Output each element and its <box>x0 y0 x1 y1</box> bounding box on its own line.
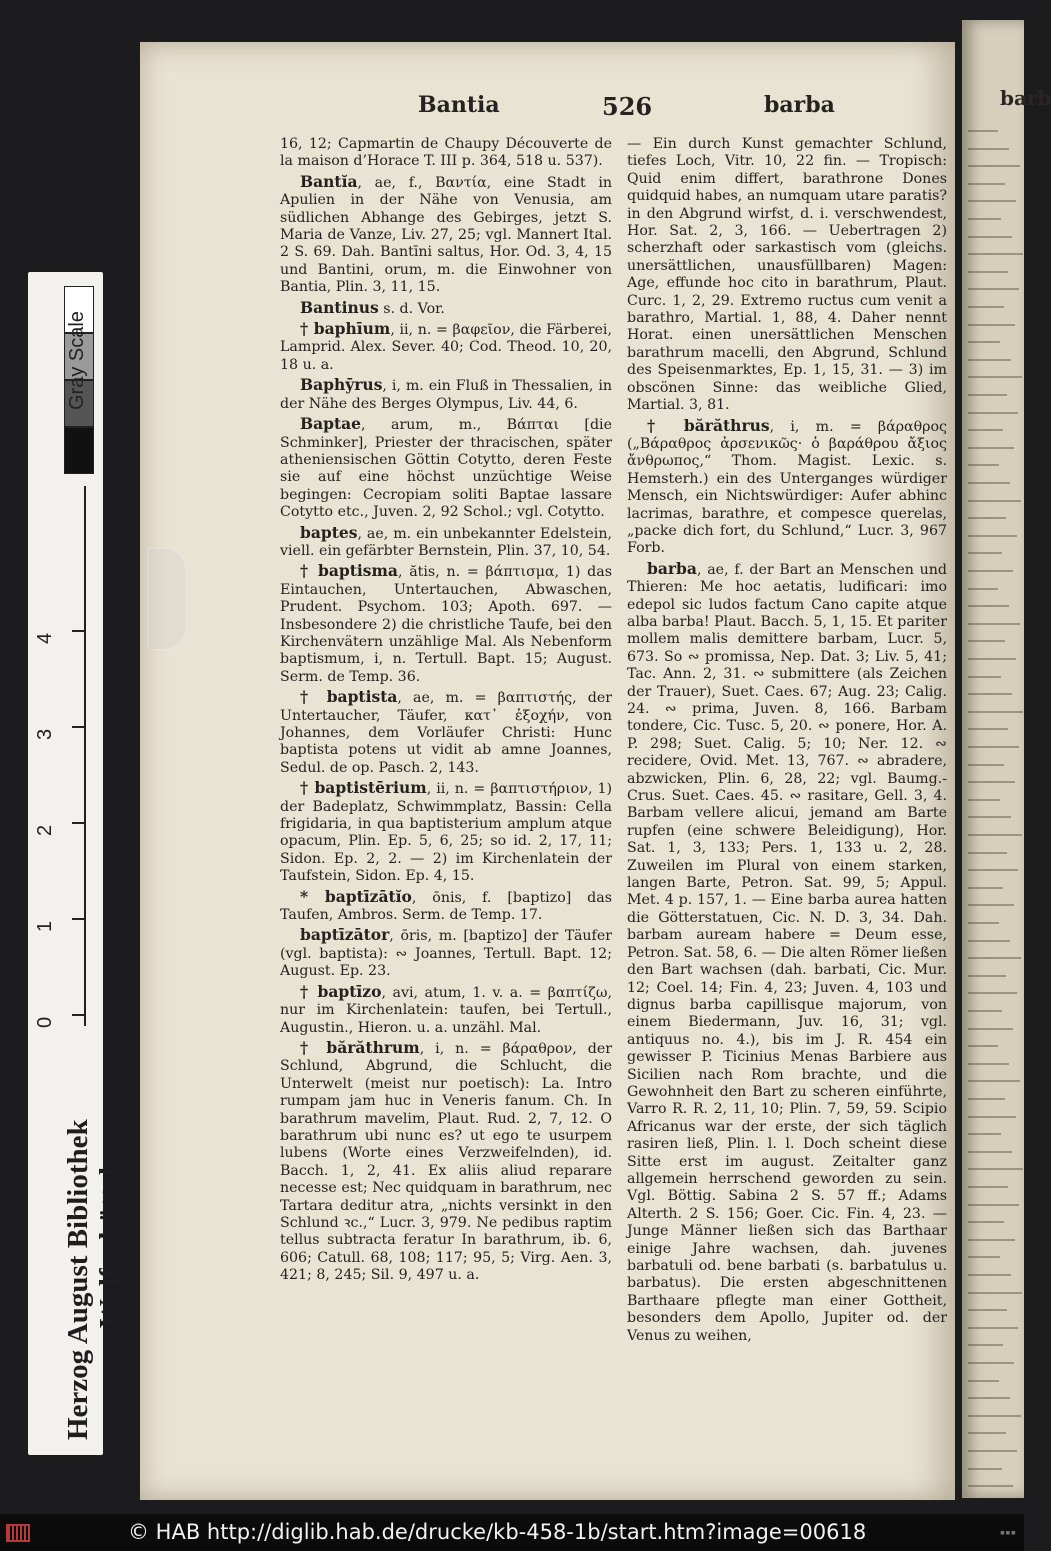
scale-tick <box>72 726 86 728</box>
adjacent-text-line <box>968 552 1002 554</box>
entry-headword: baptes <box>300 522 358 542</box>
adjacent-text-line <box>968 992 1017 994</box>
adjacent-text-line <box>968 588 998 590</box>
adjacent-text-line <box>968 1415 1021 1417</box>
dictionary-entry <box>627 560 947 1345</box>
scale-number: 4 <box>34 632 56 644</box>
adjacent-text-line <box>968 1362 1014 1364</box>
right-column <box>627 136 947 1347</box>
entry-text: 16, 12; Capmartin de Chaupy Découverte de la maison d’Horace T. III p. 364, 518 u. 537). <box>280 136 612 170</box>
adjacent-text-line <box>968 693 1012 695</box>
adjacent-text-line <box>968 183 1005 185</box>
adjacent-text-line <box>968 764 1004 766</box>
adjacent-text-line <box>968 570 1013 572</box>
entry-headword: Baptae <box>300 414 362 434</box>
adjacent-text-line <box>968 887 1003 889</box>
adjacent-text-line <box>968 640 1005 642</box>
dictionary-entry <box>627 417 947 558</box>
dictionary-entry <box>280 1039 612 1285</box>
adjacent-text-line <box>968 1344 1003 1346</box>
adjacent-text-line <box>968 1098 1005 1100</box>
footer-bar <box>0 1514 1024 1551</box>
entry-text: , ătis, n. = βάπτισμα, 1) das Eintauchen, Untertauchen, Abwaschen, Prudent. Psychom. 103; Apoth. 697. — Insbesondere 2) die christliche Taufe, bei den Kirchenvätern unzählige Mal. Als Nebenform baptismum, i, n. Tertull. Bapt. 15; August. Serm. de Temp. 36. <box>280 564 612 685</box>
left-column <box>280 136 612 1287</box>
dictionary-entry <box>280 926 612 980</box>
adjacent-text-line <box>968 1239 1015 1241</box>
adjacent-text-line <box>968 447 1014 449</box>
entry-headword: baptīzātor <box>300 925 390 945</box>
adjacent-text-line <box>968 1397 1010 1399</box>
scale-number: 2 <box>34 824 56 836</box>
entry-headword: † baptistērium <box>300 778 427 798</box>
scale-number: 0 <box>34 1016 56 1028</box>
entry-text: , i, n. = βάραθρον, der Schlund, Abgrund, die Schlucht, die Unterwelt (meist nur poetisch): La. Intro rumpam jam huc in Veneris fanum. Ch. In barathrum mavelim, Plaut. Rud. 2, 7, 12. O barathrum ubi nunc es? ut ego te usurpem lubens (Worte eines Verzweifelnden), id. Bacch. 1, 2, 41. Ex aliis aliud reparare necesse est; Nec quidquam in barathrum, nec Tartara deditur atra, „nichts versinkt in den Schlund ꝛc.,“ Lucr. 3, 979. Ne pedibus raptim tellus subtracta feratur In barathrum, ib. 6, 606; Catull. 68, 108; 117; 95, 5; Virg. Aen. 3, 421; 8, 245; Sil. 9, 497 u. a. <box>280 1040 613 1284</box>
entry-headword: † baptista <box>300 687 398 707</box>
adjacent-text-line <box>968 1151 1012 1153</box>
footer-mark: ▪▪▪ <box>999 1528 1016 1538</box>
scale-tick <box>72 822 86 824</box>
library-city: Wolfenbüttel <box>94 1166 126 1328</box>
adjacent-page-edge <box>962 20 1051 1498</box>
adjacent-text-line <box>968 1432 1006 1434</box>
scale-tick <box>72 630 86 632</box>
entry-headword: † baphīum <box>300 319 391 339</box>
library-name: Herzog August Bibliothek <box>62 1119 94 1440</box>
dictionary-entry <box>280 524 612 561</box>
entry-text: , arum, m., Βάπται [die Schminker], Priester der thracischen, später atheniensischen Göttin Cotytto, deren Feste sie auf eine höchst unzüchtige Weise begingen: Cecropiam soliti Baptae lassare Cotytto etc., Juven. 2, 92 Schol.; vgl. Cotytto. <box>280 417 612 521</box>
dictionary-entry <box>280 376 612 413</box>
adjacent-text-line <box>968 1485 1013 1487</box>
adjacent-text-line <box>968 1292 1022 1294</box>
scale-number: 1 <box>34 920 56 932</box>
entry-headword: † baptisma <box>300 561 398 581</box>
adjacent-text-line <box>968 394 1007 396</box>
adjacent-text-line <box>968 1327 1018 1329</box>
dictionary-entry <box>280 320 612 374</box>
header-right-word: barba <box>764 92 835 118</box>
adjacent-text-line <box>968 535 1017 537</box>
adjacent-text-line <box>968 676 1001 678</box>
entry-headword: † bărăthrus <box>647 415 770 435</box>
adjacent-text-line <box>968 869 1018 871</box>
header-left-word: Bantia <box>418 92 500 118</box>
dictionary-entry <box>280 415 612 521</box>
entry-text: , i, m. = βάραθρος („Βάραθρος ἀρσενικῶς· ὁ βαράθρου ἄξιος ἄνθρωπος,“ Thom. Magist. Lexic. s. Hemsterh.) ein des Unterganges würdiger Mensch, ein Nichtswürdiger: Aufer abhinc lacrimas, barathre, et compesce querelas, „packe dich fort, du Schlund,“ Lucr. 3, 967 Forb. <box>627 418 948 557</box>
adjacent-text-line <box>968 429 1003 431</box>
adjacent-text-line <box>968 1168 1023 1170</box>
adjacent-text-line <box>968 1028 1013 1030</box>
entry-headword: † baptīzo <box>300 981 382 1001</box>
adjacent-text-line <box>968 253 1023 255</box>
entry-text: , ae, m. = βαπτιστής, der Untertaucher, Täufer, κατ᾽ ἐξοχήν, von Johannes, dem Vorläufer Christi: Hunc baptista potens ut vidit ab amne Joannes, Sedul. de op. Pasch. 2, 143. <box>280 690 612 776</box>
adjacent-text-line <box>968 658 1016 660</box>
entry-text: , ae, f., Βαντία, eine Stadt in Apulien in der Nähe von Venusia, am südlichen Abhange des Gebirges, jetzt S. Maria de Vanze, Liv. 27, 25; vgl. Mannert Ital. 2 S. 69. Dah. Bantīni saltus, Hor. Od. 3, 4, 15 und Bantini, orum, m. die Einwohner von Bantia, Plin. 3, 11, 15. <box>280 174 612 296</box>
entry-text: , ae, f. der Bart an Menschen und Thieren: Me hoc aetatis, ludificari: imo edepol sic ludos factum Cano capite atque alba barba! Plaut. Bacch. 5, 1, 15. Et pariter mollem malis demittere barbam, Lucr. 5, 673. So ∾ promissa, Nep. Dat. 3; Liv. 5, 41; Tac. Ann. 2, 31. ∾ submittere (als Zeichen der Trauer), Suet. Caes. 67; Aug. 23; Calig. 24. ∾ prima, Juven. 8, 166. Barbam tondere, Cic. Tusc. 5, 20. ∾ ponere, Hor. A. P. 298; Suet. Calig. 5; 10; Ner. 12. ∾ recidere, Ovid. Met. 13, 767. ∾ abradere, abzwicken, Plin. 6, 28, 22; vgl. Baumg.-Crus. Suet. Caes. 45. ∾ rasitare, Gell. 3, 4. Barbam vellere alicui, jemand am Barte rupfen (eine schwere Beleidigung), Hor. Sat. 1, 3, 133; Pers. 1, 133 u. 2, 28. Zuweilen im Plural von einem starken, langen Barte, Petron. Sat. 99, 5; Appul. Met. 4 p. 157, 1. — Eine barba aurea hatten die Götterstatuen, Cic. N. D. 3, 34. Dah. barbam auream habere = Deum esse, Petron. Sat. 58, 6. — Die alten Römer ließen den Bart wachsen (dah. barbati, Cic. Mur. 12; Coel. 14; Fin. 4, 23; Juven. 4, 103 und dignus barba capillisque majorum, von einem Biedermann, Juv. 16, 31; vgl. antiquus no. 4.), bis im J. R. 454 ein gewisser P. Ticinius Menas Barbiere aus Sicilien nach Rom brachte, und die Gewohnheit den Bart zu scheren einführte, Varro R. R. 2, 11, 10; Plin. 7, 59, 59. Scipio Africanus war der erste, der sich täglich rasiren ließ, Plin. l. l. Doch scheint diese Sitte erst im august. Zeitalter ganz allgemein herrschend geworden zu sein. Vgl. Böttig. Sabina 2 S. 57 ff.; Adams Alterth. 2 S. 156; Goer. Cic. Fin. 4, 23. — Junge Männer ließen sich das Barthaar einige Jahre wachsen, dah. juvenes barbatuli od. bene barbati (s. barbatulus u. barbatus). Die ersten abgeschnittenen Barthaare pflegte man einer Gottheit, besonders dem Apollo, Jupiter od. der Venus zu weihen, <box>627 561 947 1344</box>
adjacent-text-line <box>968 218 1001 220</box>
adjacent-text-line <box>968 412 1018 414</box>
entry-headword: † bărăthrum <box>300 1037 420 1057</box>
dictionary-entry <box>280 299 612 318</box>
adjacent-text-line <box>968 464 999 466</box>
footer-copyright-link[interactable]: © HAB http://diglib.hab.de/drucke/kb-458-1b/start.htm?image=00618 <box>128 1520 867 1544</box>
adjacent-text-line <box>968 376 1022 378</box>
next-page-header: barb <box>1000 86 1051 110</box>
adjacent-text-line <box>968 728 1008 730</box>
dictionary-entry <box>280 136 612 171</box>
entry-text: , ii, n. = βαφεῖον, die Färberei, Lamprid. Alex. Sever. 40; Cod. Theod. 10, 20, 18 u. a. <box>280 322 612 373</box>
entry-text: s. d. Vor. <box>378 300 445 317</box>
adjacent-text-line <box>968 1080 1020 1082</box>
entry-headword: Bantinus <box>300 297 379 317</box>
adjacent-text-line <box>968 922 999 924</box>
adjacent-text-line <box>968 236 1012 238</box>
scale-tick <box>72 1014 86 1016</box>
entry-text: , ōris, m. [baptizo] der Täufer (vgl. baptista): ∾ Joannes, Tertull. Bapt. 12; August. Ep. 23. <box>280 928 612 980</box>
adjacent-text-line <box>968 1045 998 1047</box>
adjacent-text-line <box>968 1450 1017 1452</box>
adjacent-text-line <box>968 746 1019 748</box>
adjacent-text-line <box>968 1274 1011 1276</box>
entry-headword: barba <box>647 558 697 578</box>
adjacent-text-line <box>968 200 1016 202</box>
adjacent-text-line <box>968 1221 1004 1223</box>
adjacent-text-line <box>968 341 1000 343</box>
adjacent-text-line <box>968 165 1020 167</box>
scale-ruler <box>84 486 86 1026</box>
adjacent-text-line <box>968 904 1014 906</box>
adjacent-text-line <box>968 781 1015 783</box>
adjacent-text-line <box>968 517 1006 519</box>
adjacent-text-line <box>968 324 1015 326</box>
dictionary-entry <box>627 136 947 415</box>
adjacent-text-line <box>968 623 1020 625</box>
adjacent-text-line <box>968 271 1008 273</box>
page-clip <box>148 548 186 650</box>
dictionary-entry <box>280 983 612 1037</box>
dictionary-entry <box>280 888 612 925</box>
adjacent-text-line <box>968 816 1011 818</box>
adjacent-text-line <box>968 482 1010 484</box>
entry-headword: * baptīzātĭo <box>300 886 412 906</box>
adjacent-text-line <box>968 852 1007 854</box>
entry-text: , avi, atum, 1. v. a. = βαπτίζω, nur im Kirchenlatein: taufen, bei Tertull., Augustin., Hieron. u. a. unzähl. Mal. <box>280 984 612 1036</box>
adjacent-text-line <box>968 288 1019 290</box>
page-number: 526 <box>602 92 653 121</box>
adjacent-text-line <box>968 359 1011 361</box>
adjacent-text-line <box>968 711 1023 713</box>
adjacent-text-line <box>968 130 998 132</box>
gray-scale-card <box>28 272 126 1455</box>
adjacent-text-line <box>968 148 1009 150</box>
adjacent-text-line <box>968 1204 1019 1206</box>
adjacent-text-line <box>968 500 1021 502</box>
adjacent-text-line <box>968 1468 1002 1470</box>
adjacent-text-line <box>968 957 1021 959</box>
entry-headword: Bantĭa <box>300 171 358 191</box>
adjacent-text-line <box>968 799 1000 801</box>
dictionary-entry <box>280 779 612 885</box>
entry-text: — Ein durch Kunst gemachter Schlund, tiefes Loch, Vitr. 10, 22 fin. — Tropisch: Quid enim differt, barathrone Dones quidquid habes, an numquam utare paratis? in den Abgrund wirfst, d. i. verschwendest, Hor. Sat. 2, 3, 166. — Uebertragen 2) scherzhaft oder sarkastisch vom (gleichs. unersättlichen, unausfüllbaren) Magen: Age, effunde hoc cito in barathrum, Plaut. Curc. 1, 2, 29. Extremo ructus cum venit a barathro, Martial. 1, 88, 4. Daher nennt Horat. einen unersättlichen Menschen barathrum macelli, den Abgrund, Schlund des Speisenmarktes, Ep. 1, 15, 31. — 3) im obscönen Sinne: das weibliche Glied, Martial. 3, 81. <box>627 136 947 414</box>
adjacent-text-line <box>968 1010 1002 1012</box>
adjacent-text-line <box>968 1256 1000 1258</box>
entry-text: , ōnis, f. [baptizo] das Taufen, Ambros. Serm. de Temp. 17. <box>280 889 612 924</box>
dictionary-entry <box>280 688 612 777</box>
entry-text: , ii, n. = βαπτιστήριον, 1) der Badeplatz, Schwimmplatz, Bassin: Cella frigidaria, in qua baptisterium amplum atque opacum, Plin. Ep. 5, 6, 25; so id. 2, 17, 11; Sidon. Ep. 2, 2. — 2) im Kirchenlatein der Taufstein, Sidon. Ep. 4, 15. <box>280 781 613 885</box>
dictionary-entry <box>280 173 612 297</box>
adjacent-text-line <box>968 975 1006 977</box>
adjacent-text-line <box>968 940 1010 942</box>
adjacent-text-line <box>968 306 1004 308</box>
entry-headword: Baphȳrus <box>300 375 383 395</box>
adjacent-text-line <box>968 834 1022 836</box>
entry-text: , ae, m. ein unbekannter Edelstein, viell. ein gefärbter Bernstein, Plin. 37, 10, 54. <box>280 525 612 559</box>
adjacent-text-line <box>968 605 1009 607</box>
adjacent-text-line <box>968 1133 1001 1135</box>
adjacent-text-line <box>968 1309 1007 1311</box>
adjacent-text-line <box>968 1063 1009 1065</box>
hab-logo-icon <box>6 1524 30 1542</box>
entry-text: , i, m. ein Fluß in Thessalien, in der Nähe des Berges Olympus, Liv. 44, 6. <box>280 378 612 412</box>
dictionary-entry <box>280 562 612 686</box>
scale-tick <box>72 918 86 920</box>
adjacent-text-line <box>968 1116 1016 1118</box>
gray-scale-label: Gray Scale <box>66 311 88 410</box>
adjacent-text-line <box>968 1380 999 1382</box>
scale-number: 3 <box>34 728 56 740</box>
adjacent-text-line <box>968 1186 1008 1188</box>
